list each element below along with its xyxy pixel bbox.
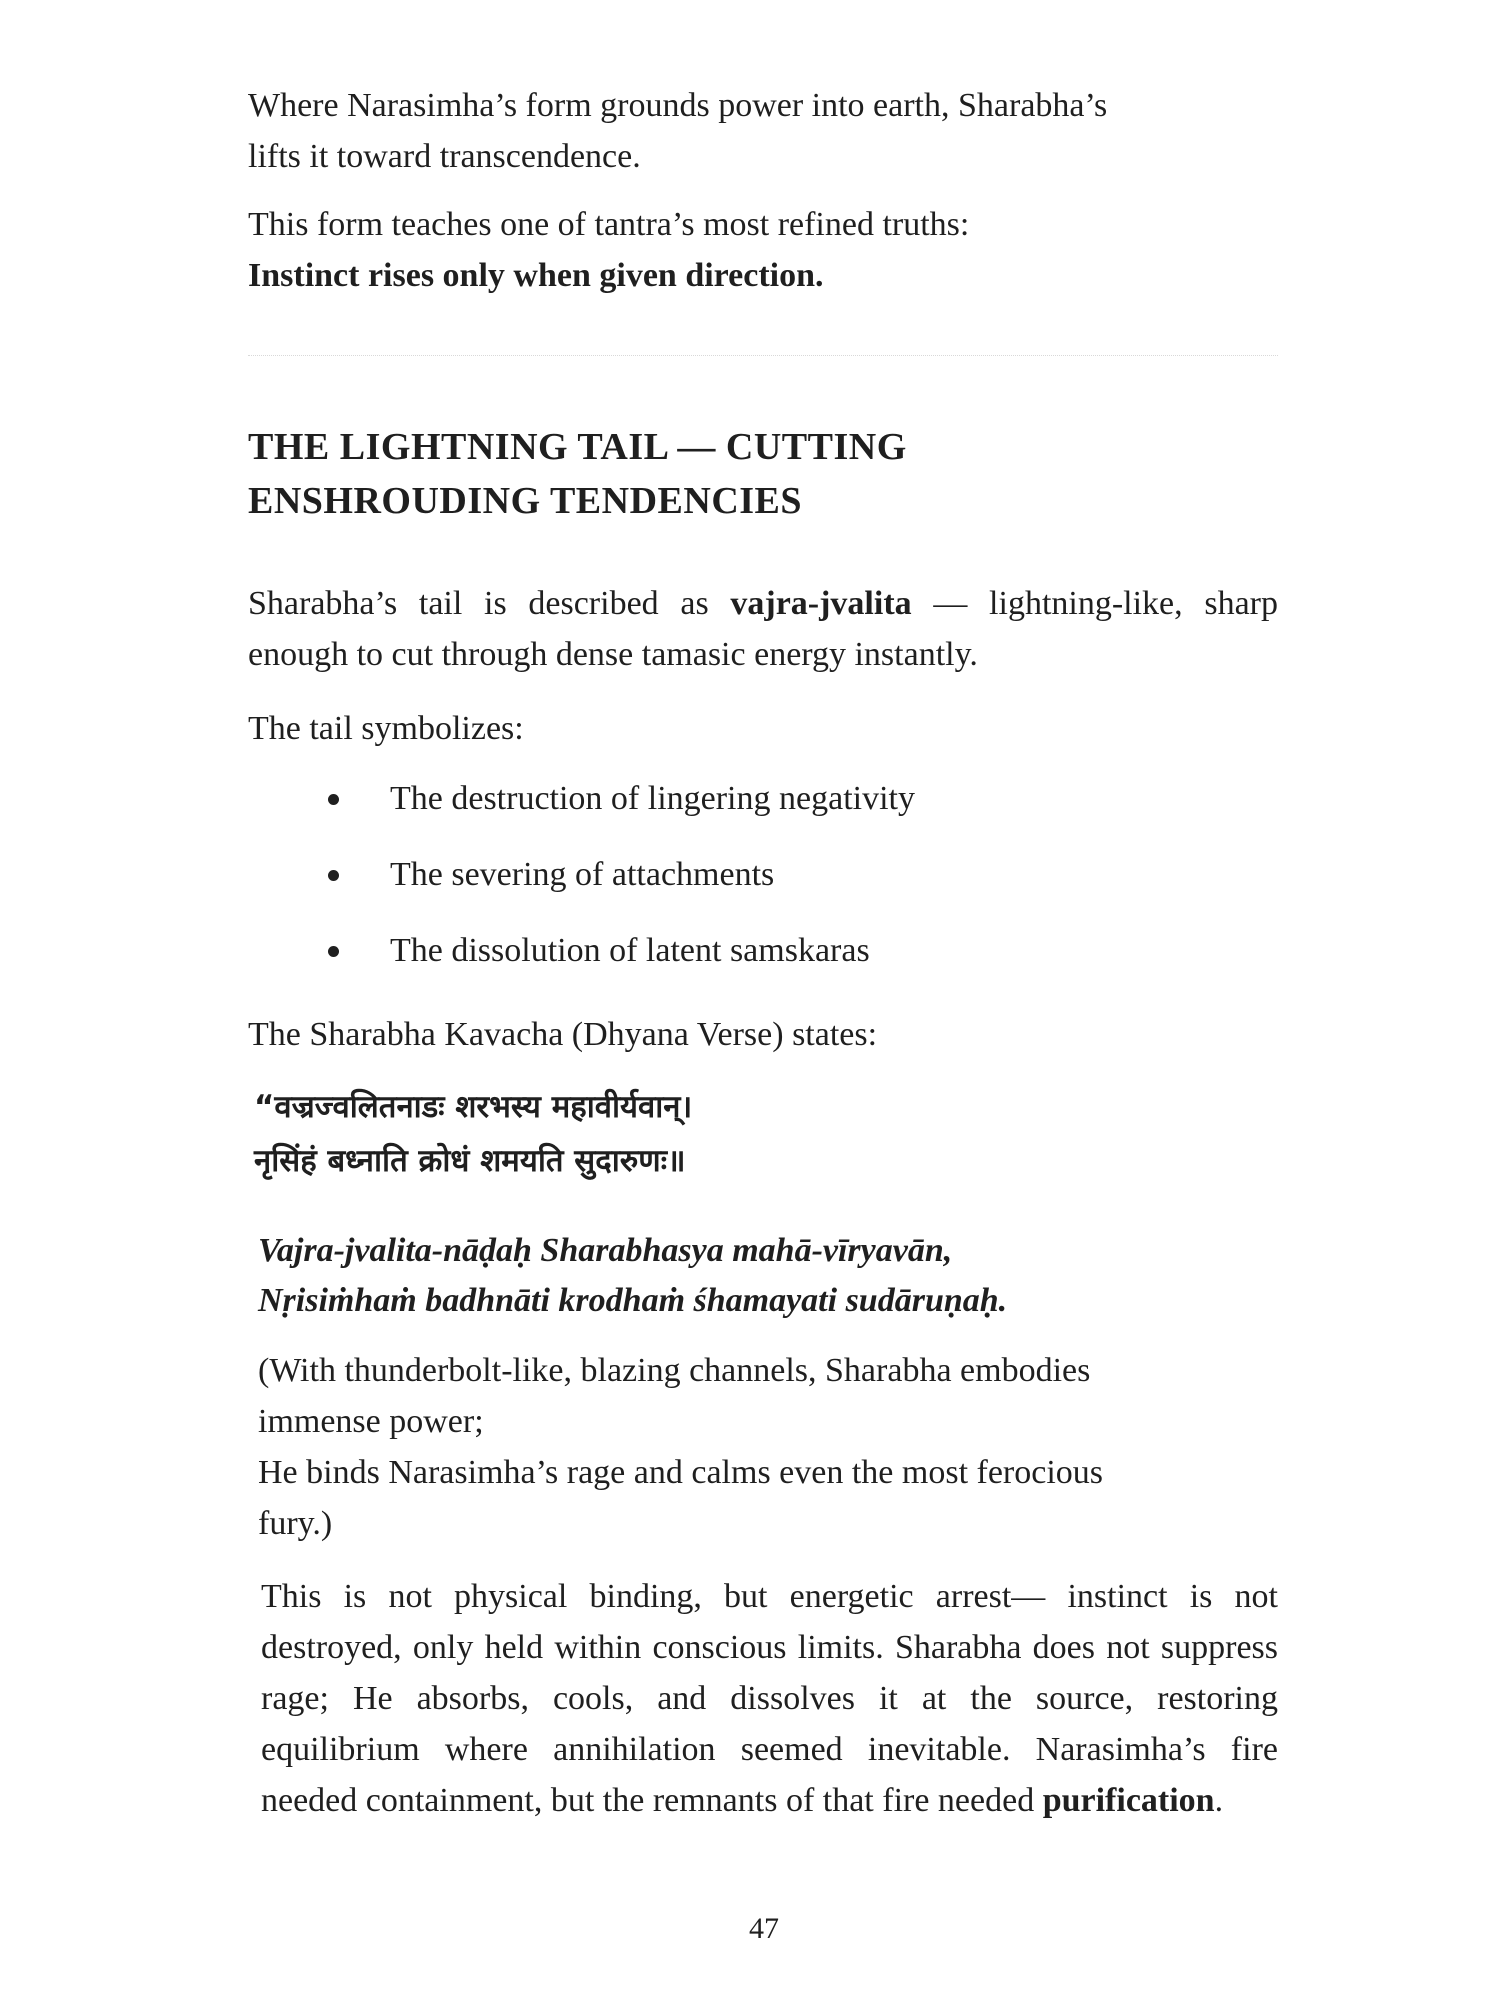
heading-line-1: THE LIGHTNING TAIL — CUTTING xyxy=(248,426,907,468)
truth-intro-line: This form teaches one of tantra’s most refined truths: xyxy=(248,206,970,243)
closing-term: purification xyxy=(1042,1782,1215,1819)
bullet-icon xyxy=(328,870,339,881)
transliteration-line-2: Nṛisiṁhaṁ badhnāti krodhaṁ śhamayati sudāruṇaḥ. xyxy=(258,1282,1008,1319)
closing-paragraph xyxy=(261,1571,1278,1826)
list-item xyxy=(248,849,1278,925)
section-divider xyxy=(248,355,1278,356)
list-item xyxy=(248,773,1278,849)
section-heading xyxy=(248,420,1278,528)
sanskrit-line-2: नृसिंहं बध्नाति क्रोधं शमयति सुदारुणः॥ xyxy=(254,1143,686,1179)
tail-text-1: Sharabha’s tail is described as xyxy=(248,585,731,622)
sanskrit-verse xyxy=(254,1080,1284,1188)
bullet-icon xyxy=(328,794,339,805)
transliteration-line-1: Vajra-jvalita-nāḍaḥ Sharabhasya mahā-vīryavān, xyxy=(258,1232,953,1269)
transliteration xyxy=(258,1226,1288,1326)
closing-text-2: . xyxy=(1214,1782,1224,1819)
closing-text-1: This is not physical binding, but energetic arrest— instinct is not destroyed, only held within conscious limits. Sharabha does not suppress rage; He absorbs, cools, and dissolves it at the source, restoring equilibrium where annihilation seemed inevitable. Narasimha’s fire needed containment, but the remnants of that fire needed xyxy=(261,1578,1278,1819)
translation-line-3: He binds Narasimha’s rage and calms even the most ferocious xyxy=(258,1454,1104,1491)
intro-line-1: Where Narasimha’s form grounds power into earth, Sharabha’s xyxy=(248,87,1108,124)
translation-line-2: immense power; xyxy=(258,1403,484,1440)
list-item-text: The dissolution of latent samskaras xyxy=(390,932,870,969)
translation-line-4: fury.) xyxy=(258,1505,333,1542)
heading-line-2: ENSHROUDING TENDENCIES xyxy=(248,480,803,522)
kavacha-intro: The Sharabha Kavacha (Dhyana Verse) states: xyxy=(248,1016,878,1053)
tail-paragraph xyxy=(248,578,1278,680)
intro-paragraph xyxy=(248,80,1278,182)
truth-paragraph xyxy=(248,199,1278,301)
translation-line-1: (With thunderbolt-like, blazing channels, Sharabha embodies xyxy=(258,1352,1091,1389)
page-number: 47 xyxy=(749,1912,779,1945)
symbol-list xyxy=(248,773,1278,1001)
bullet-icon xyxy=(328,946,339,957)
symbolizes-intro: The tail symbolizes: xyxy=(248,710,524,747)
intro-line-2: lifts it toward transcendence. xyxy=(248,138,641,175)
tail-text-2: — lightning-like, sharp enough to cut through dense tamasic energy instantly. xyxy=(248,585,1278,673)
sanskrit-line-1: “वज्रज्वलितनाडः शरभस्य महावीर्यवान्। xyxy=(254,1089,693,1125)
list-item xyxy=(248,925,1278,1001)
tail-term: vajra-jvalita xyxy=(730,585,912,622)
list-item-text: The severing of attachments xyxy=(390,856,775,893)
truth-statement: Instinct rises only when given direction. xyxy=(248,257,824,294)
translation-paragraph xyxy=(258,1345,1288,1549)
list-item-text: The destruction of lingering negativity xyxy=(390,780,915,817)
